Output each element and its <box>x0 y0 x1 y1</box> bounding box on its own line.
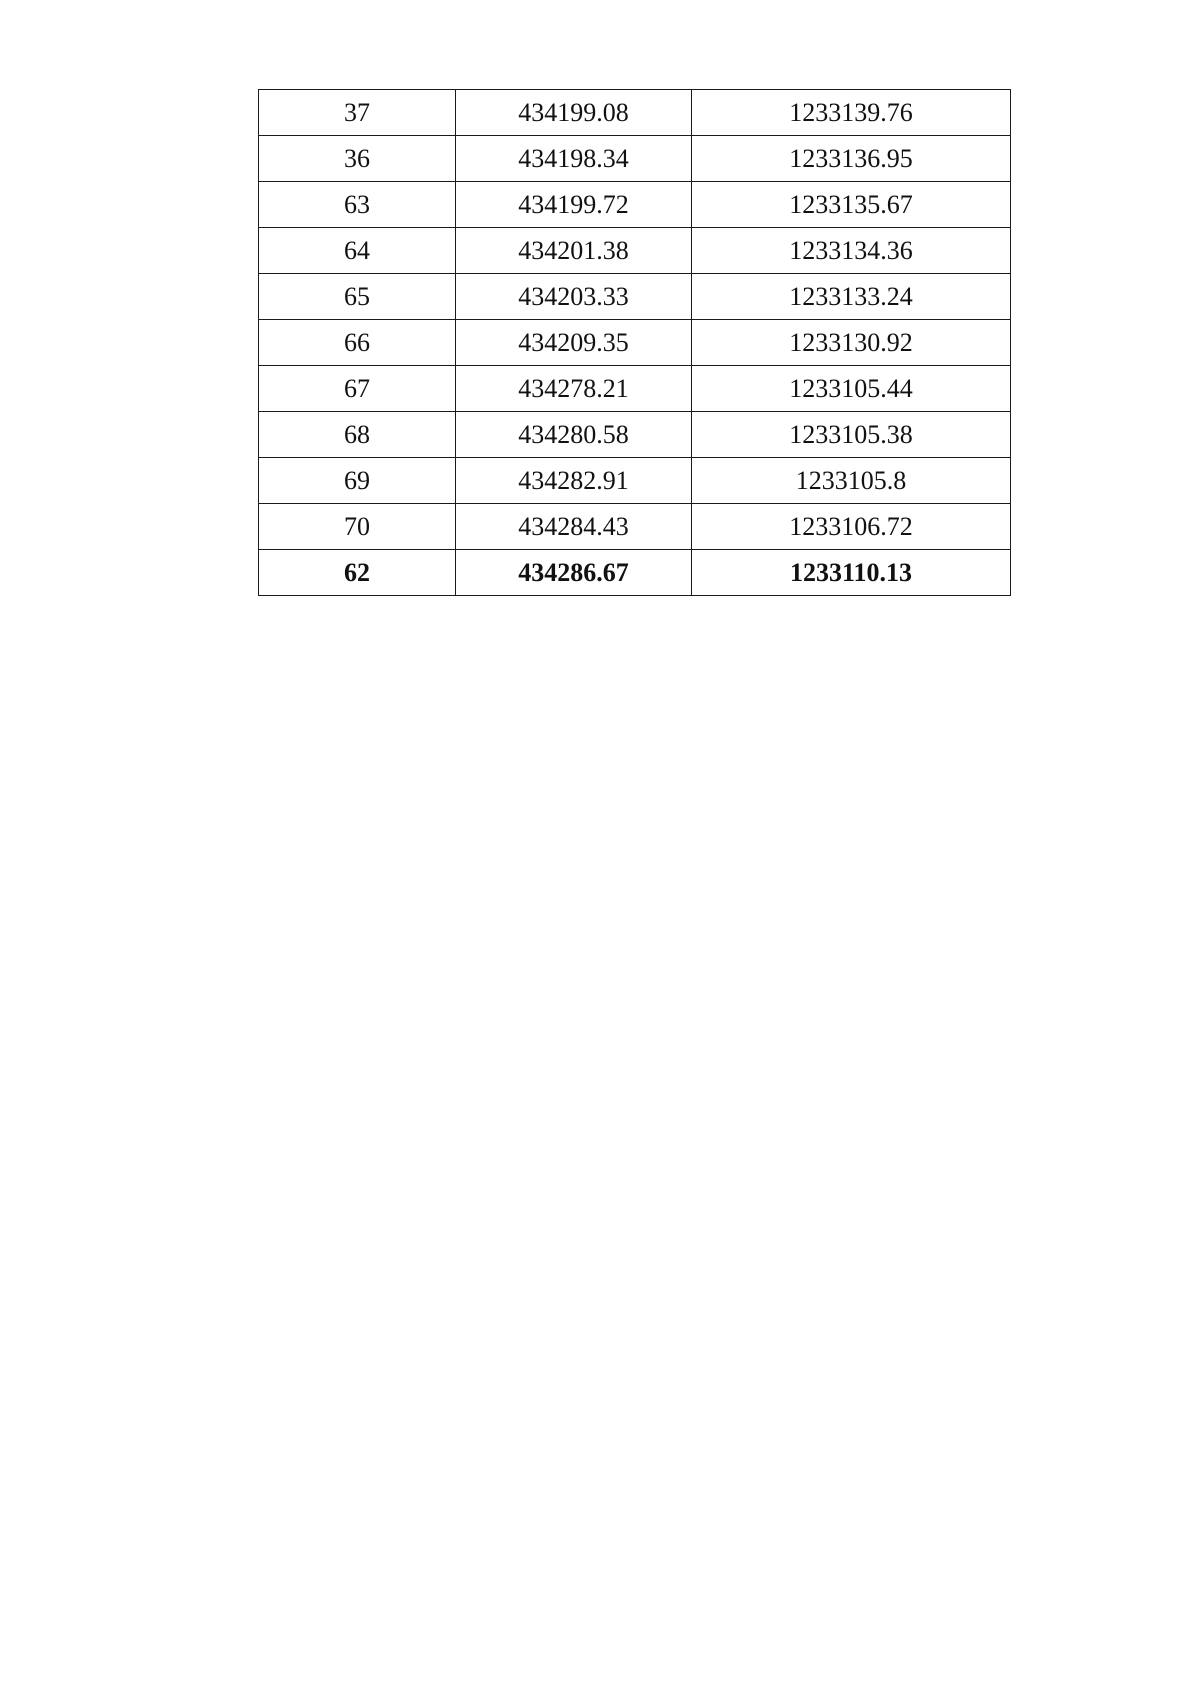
x-coordinate-cell: 434201.38 <box>456 228 692 274</box>
table-row <box>259 458 1011 504</box>
y-coordinate-cell: 1233105.44 <box>692 366 1011 412</box>
y-coordinate-cell: 1233136.95 <box>692 136 1011 182</box>
point-number-cell: 70 <box>259 504 456 550</box>
table-row <box>259 412 1011 458</box>
x-coordinate-cell: 434278.21 <box>456 366 692 412</box>
point-number-cell: 36 <box>259 136 456 182</box>
point-number-cell: 65 <box>259 274 456 320</box>
table-row <box>259 136 1011 182</box>
table-row <box>259 320 1011 366</box>
point-number-cell: 62 <box>259 550 456 596</box>
point-number-cell: 66 <box>259 320 456 366</box>
table-row <box>259 228 1011 274</box>
y-coordinate-cell: 1233105.8 <box>692 458 1011 504</box>
x-coordinate-cell: 434280.58 <box>456 412 692 458</box>
x-coordinate-cell: 434282.91 <box>456 458 692 504</box>
table-row <box>259 366 1011 412</box>
table-row <box>259 90 1011 136</box>
table-row <box>259 182 1011 228</box>
point-number-cell: 64 <box>259 228 456 274</box>
point-number-cell: 68 <box>259 412 456 458</box>
y-coordinate-cell: 1233130.92 <box>692 320 1011 366</box>
x-coordinate-cell: 434286.67 <box>456 550 692 596</box>
point-number-cell: 37 <box>259 90 456 136</box>
x-coordinate-cell: 434199.72 <box>456 182 692 228</box>
y-coordinate-cell: 1233139.76 <box>692 90 1011 136</box>
x-coordinate-cell: 434199.08 <box>456 90 692 136</box>
point-number-cell: 67 <box>259 366 456 412</box>
y-coordinate-cell: 1233105.38 <box>692 412 1011 458</box>
x-coordinate-cell: 434209.35 <box>456 320 692 366</box>
y-coordinate-cell: 1233110.13 <box>692 550 1011 596</box>
point-number-cell: 69 <box>259 458 456 504</box>
table-row <box>259 504 1011 550</box>
y-coordinate-cell: 1233133.24 <box>692 274 1011 320</box>
table-row <box>259 274 1011 320</box>
coordinates-table <box>258 89 1011 596</box>
x-coordinate-cell: 434284.43 <box>456 504 692 550</box>
y-coordinate-cell: 1233106.72 <box>692 504 1011 550</box>
x-coordinate-cell: 434198.34 <box>456 136 692 182</box>
table-row <box>259 550 1011 596</box>
y-coordinate-cell: 1233134.36 <box>692 228 1011 274</box>
y-coordinate-cell: 1233135.67 <box>692 182 1011 228</box>
x-coordinate-cell: 434203.33 <box>456 274 692 320</box>
point-number-cell: 63 <box>259 182 456 228</box>
